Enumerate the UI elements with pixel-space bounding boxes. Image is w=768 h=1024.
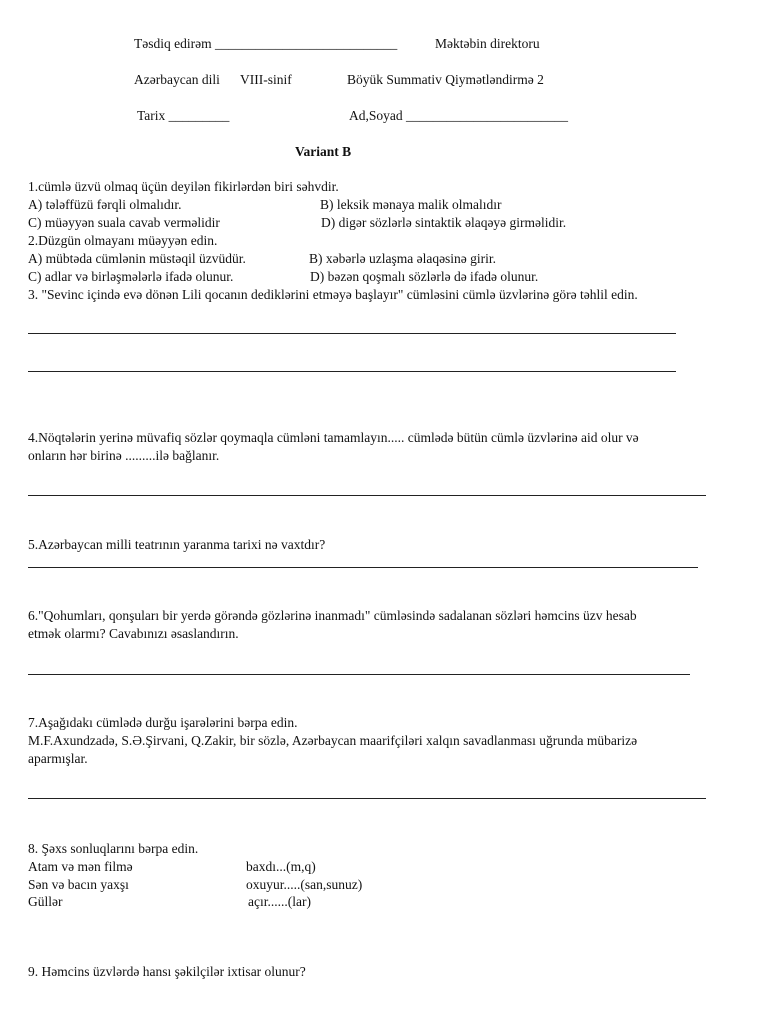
question-4: 4.Nöqtələrin yerinə müvafiq sözlər qoymaqla cümləni tamamlayın..... cümlədə bütün cümlə üzvlərinə aid olur və bbox=[28, 430, 639, 445]
question-1: 1.cümlə üzvü olmaq üçün deyilən fikirlərdən biri səhvdir. bbox=[28, 179, 339, 194]
q8-row-3-verb: açır......(lar) bbox=[248, 894, 311, 909]
question-8: 8. Şəxs sonluqlarını bərpa edin. bbox=[28, 841, 199, 856]
grade-label: VIII-sinif bbox=[240, 72, 292, 87]
question-9: 9. Həmcins üzvlərdə hansı şəkilçilər ixtisar olunur? bbox=[28, 964, 306, 979]
q8-row-1-subject: Atam və mən filmə bbox=[28, 859, 133, 874]
answer-line[interactable] bbox=[28, 674, 690, 675]
q1-option-c: C) müəyyən suala cavab verməlidir bbox=[28, 215, 220, 230]
question-6: 6."Qohumları, qonşuları bir yerdə görəndə gözlərinə inanmadı" cümləsində sadalanan sözləri həmcins üzv hesab bbox=[28, 608, 637, 623]
question-7-sentence-end: aparmışlar. bbox=[28, 751, 88, 766]
answer-line[interactable] bbox=[28, 333, 676, 334]
approval-line: Təsdiq edirəm ___________________________ bbox=[134, 36, 398, 51]
q8-row-1-verb: baxdı...(m,q) bbox=[246, 859, 316, 874]
question-6-continued: etmək olarmı? Cavabınızı əsaslandırın. bbox=[28, 626, 239, 641]
q8-row-3-subject: Güllər bbox=[28, 894, 63, 909]
date-field: Tarix _________ bbox=[137, 108, 230, 123]
q8-row-2-subject: Sən və bacın yaxşı bbox=[28, 877, 129, 892]
answer-line[interactable] bbox=[28, 371, 676, 372]
director-label: Məktəbin direktoru bbox=[435, 36, 540, 51]
question-2: 2.Düzgün olmayanı müəyyən edin. bbox=[28, 233, 218, 248]
q1-option-d: D) digər sözlərlə sintaktik əlaqəyə girməlidir. bbox=[321, 215, 567, 230]
q2-option-a: A) mübtəda cümlənin müstəqil üzvüdür. bbox=[28, 251, 246, 266]
answer-line[interactable] bbox=[28, 495, 706, 496]
answer-line[interactable] bbox=[28, 798, 706, 799]
q1-option-a: A) tələffüzü fərqli olmalıdır. bbox=[28, 197, 182, 212]
question-4-continued: onların hər birinə .........ilə bağlanır. bbox=[28, 448, 220, 463]
subject-label: Azərbaycan dili bbox=[134, 72, 220, 87]
name-field: Ad,Soyad ________________________ bbox=[349, 108, 568, 123]
q1-option-b: B) leksik mənaya malik olmalıdır bbox=[320, 197, 502, 212]
question-3: 3. "Sevinc içində evə dönən Lili qocanın dediklərini etməyə başlayır" cümləsini cümlə üzvlərinə görə təhlil edin. bbox=[28, 287, 638, 302]
variant-title: Variant B bbox=[295, 144, 352, 159]
assessment-title: Böyük Summativ Qiymətləndirmə 2 bbox=[347, 72, 544, 87]
question-7-sentence: M.F.Axundzadə, S.Ə.Şirvani, Q.Zakir, bir sözlə, Azərbaycan maarifçiləri xalqın savadlanması uğrunda mübarizə bbox=[28, 733, 638, 748]
q2-option-c: C) adlar və birləşmələrlə ifadə olunur. bbox=[28, 269, 234, 284]
answer-line[interactable] bbox=[28, 567, 698, 568]
q2-option-d: D) bəzən qoşmalı sözlərlə də ifadə olunur. bbox=[310, 269, 539, 284]
q2-option-b: B) xəbərlə uzlaşma əlaqəsinə girir. bbox=[309, 251, 497, 266]
question-5: 5.Azərbaycan milli teatrının yaranma tarixi nə vaxtdır? bbox=[28, 537, 326, 552]
q8-row-2-verb: oxuyur.....(san,sunuz) bbox=[246, 877, 363, 892]
question-7: 7.Aşağıdakı cümlədə durğu işarələrini bərpa edin. bbox=[28, 715, 298, 730]
